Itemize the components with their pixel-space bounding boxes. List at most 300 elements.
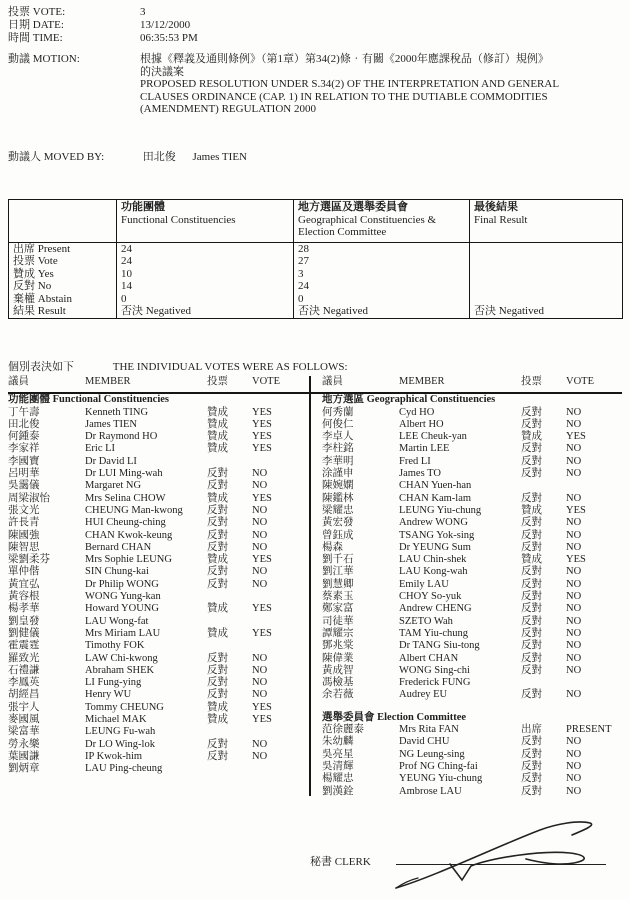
member-vote-zh: 贊成 xyxy=(521,554,542,566)
member-vote-en: YES xyxy=(566,431,586,443)
member-vote-zh: 贊成 xyxy=(207,418,228,430)
member-vote-en: NO xyxy=(566,689,582,701)
clerk-label: 秘書 CLERK xyxy=(310,856,371,868)
moved-by-section xyxy=(8,148,247,164)
member-name-en: CHAN Yuen-han xyxy=(399,480,472,492)
member-name-zh: 胡經昌 xyxy=(8,689,40,701)
member-vote-zh: 反對 xyxy=(207,504,228,516)
member-vote-zh: 反對 xyxy=(521,627,542,639)
date-row xyxy=(8,19,198,32)
member-vote-zh: 反對 xyxy=(207,517,228,529)
member-name-en: Mrs Selina CHOW xyxy=(85,492,166,504)
member-name-zh: 何鍾泰 xyxy=(8,431,40,443)
member-name-en: CHEUNG Man-kwong xyxy=(85,504,183,516)
member-name-zh: 葉國謙 xyxy=(8,750,40,762)
summary-header-functional: 功能團體 Functional Constituencies xyxy=(117,200,294,243)
member-vote-en: YES xyxy=(252,701,272,713)
member-name-zh: 許長青 xyxy=(8,517,40,529)
member-vote-zh xyxy=(521,677,566,689)
member-name-zh: 劉千石 xyxy=(322,554,354,566)
member-row xyxy=(322,677,624,689)
member-name-zh: 黃宏發 xyxy=(322,517,354,529)
member-name-zh: 劉漢銓 xyxy=(322,785,354,797)
member-name-en: Audrey EU xyxy=(399,689,448,701)
member-row xyxy=(322,591,624,603)
member-row xyxy=(8,517,304,529)
member-row xyxy=(322,517,624,529)
member-name-zh: 楊孝華 xyxy=(8,603,40,615)
summary-row-abstain: 棄權 Abstain 0 0 xyxy=(9,293,623,306)
motion-label: 動議 MOTION: xyxy=(8,53,80,65)
time-row xyxy=(8,32,198,45)
member-row xyxy=(322,505,624,517)
member-name-en: TSANG Yok-sing xyxy=(399,529,475,541)
member-name-zh: 何秀蘭 xyxy=(322,406,354,418)
member-vote-zh: 贊成 xyxy=(207,627,228,639)
member-name-zh: 黃成智 xyxy=(322,664,354,676)
member-vote-en: NO xyxy=(566,748,582,760)
member-vote-zh: 反對 xyxy=(207,566,228,578)
member-row xyxy=(322,603,624,615)
member-row xyxy=(322,773,624,785)
member-name-zh: 麥國風 xyxy=(8,714,40,726)
member-row xyxy=(8,493,304,505)
election-section-title: 選舉委員會 Election Committee xyxy=(322,711,467,723)
member-vote-en: NO xyxy=(566,455,582,467)
member-name-zh: 勞永樂 xyxy=(8,738,40,750)
member-row xyxy=(8,739,304,751)
member-name-zh: 黃宜弘 xyxy=(8,578,40,590)
member-vote-en xyxy=(252,726,304,738)
time-value: 06:35:53 PM xyxy=(140,32,198,44)
member-name-zh: 張文光 xyxy=(8,504,40,516)
member-name-en: LEUNG Fu-wah xyxy=(85,726,156,738)
member-vote-en: NO xyxy=(566,443,582,455)
member-vote-zh: 反對 xyxy=(207,750,228,762)
member-row xyxy=(322,736,624,748)
clerk-signature xyxy=(388,812,618,894)
member-row xyxy=(322,786,624,798)
member-name-zh: 霍震霆 xyxy=(8,640,40,652)
member-name-en: LAW Chi-kwong xyxy=(85,652,158,664)
member-vote-zh: 反對 xyxy=(521,406,542,418)
member-name-en: Mrs Miriam LAU xyxy=(85,627,161,639)
member-name-en: LEUNG Yiu-chung xyxy=(399,504,482,516)
member-name-zh: 周梁淑怡 xyxy=(8,492,50,504)
member-vote-zh: 贊成 xyxy=(207,554,228,566)
member-name-en: Dr YEUNG Sum xyxy=(399,541,471,553)
member-name-en: LAU Ping-cheung xyxy=(85,763,163,775)
member-vote-zh: 反對 xyxy=(207,677,228,689)
member-vote-en: NO xyxy=(252,689,268,701)
member-vote-en: NO xyxy=(566,773,582,785)
member-vote-en: NO xyxy=(566,603,582,615)
member-row xyxy=(8,530,304,542)
member-name-zh: 陳偉業 xyxy=(322,652,354,664)
member-vote-en: NO xyxy=(566,541,582,553)
member-name-en: Fred LI xyxy=(399,455,431,467)
summary-row-result: 結果 Result 否決 Negatived 否決 Negatived 否決 Negatived xyxy=(9,305,623,318)
date-label: 日期 DATE: xyxy=(8,19,64,31)
member-row xyxy=(8,763,304,775)
member-name-zh: 朱幼麟 xyxy=(322,736,354,748)
member-name-en: TAM Yiu-chung xyxy=(399,627,469,639)
member-vote-en: NO xyxy=(252,664,268,676)
member-row xyxy=(8,640,304,652)
member-name-en: Abraham SHEK xyxy=(85,664,155,676)
member-row xyxy=(322,665,624,677)
member-row xyxy=(322,542,624,554)
motion-text-en-line2: CLAUSES ORDINANCE (CAP. 1) IN RELATION TO THE DUTIABLE COMMODITIES xyxy=(140,90,548,103)
member-row xyxy=(8,628,304,640)
member-vote-zh xyxy=(207,616,252,628)
member-name-zh: 丁午壽 xyxy=(8,406,40,418)
member-name-en: LI Fung-ying xyxy=(85,677,142,689)
member-vote-zh: 反對 xyxy=(521,418,542,430)
member-vote-zh: 反對 xyxy=(207,652,228,664)
member-name-zh: 司徒華 xyxy=(322,615,354,627)
member-name-en: Henry WU xyxy=(85,689,132,701)
summary-row-vote: 投票 Vote 24 27 xyxy=(9,255,623,268)
member-vote-en: YES xyxy=(252,714,272,726)
member-name-en: Dr LUI Ming-wah xyxy=(85,468,163,480)
member-name-zh: 曾鈺成 xyxy=(322,529,354,541)
member-row xyxy=(8,480,304,492)
mover-name-en: James TIEN xyxy=(192,151,247,163)
member-vote-en: NO xyxy=(566,517,582,529)
member-name-en: Dr LO Wing-lok xyxy=(85,738,155,750)
member-vote-en: NO xyxy=(566,760,582,772)
member-vote-zh: 贊成 xyxy=(207,443,228,455)
member-name-en: Bernard CHAN xyxy=(85,541,152,553)
member-vote-zh: 反對 xyxy=(521,566,542,578)
member-vote-zh: 反對 xyxy=(521,615,542,627)
member-row xyxy=(322,579,624,591)
member-vote-zh: 反對 xyxy=(207,529,228,541)
member-row xyxy=(322,749,624,761)
member-name-zh: 何俊仁 xyxy=(322,418,354,430)
member-vote-en: NO xyxy=(252,517,268,529)
member-name-zh: 譚耀宗 xyxy=(322,627,354,639)
member-row xyxy=(8,407,304,419)
member-name-en: Margaret NG xyxy=(85,480,142,492)
member-vote-en: NO xyxy=(566,736,582,748)
member-vote-zh xyxy=(207,591,252,603)
member-name-en: Mrs Sophie LEUNG xyxy=(85,554,172,566)
member-name-en: Andrew CHENG xyxy=(399,603,472,615)
member-vote-en: NO xyxy=(252,738,268,750)
member-vote-zh: 反對 xyxy=(521,591,542,603)
member-row xyxy=(8,702,304,714)
member-name-en: Prof NG Ching-fai xyxy=(399,760,478,772)
member-vote-en: YES xyxy=(252,554,272,566)
motion-text xyxy=(140,53,624,116)
member-vote-en xyxy=(252,616,304,628)
member-vote-zh: 反對 xyxy=(521,652,542,664)
member-name-zh: 余若薇 xyxy=(322,689,354,701)
functional-column xyxy=(8,376,304,776)
member-name-en: Eric LI xyxy=(85,443,116,455)
member-vote-en: NO xyxy=(566,468,582,480)
member-name-en: Kenneth TING xyxy=(85,406,149,418)
moved-by-label: 動議人 MOVED BY: xyxy=(8,151,105,163)
member-vote-zh: 贊成 xyxy=(207,714,228,726)
member-row xyxy=(322,616,624,628)
member-row xyxy=(322,480,624,492)
member-row xyxy=(8,431,304,443)
member-vote-en: NO xyxy=(566,591,582,603)
vote-summary-table xyxy=(8,199,623,319)
vote-number-value: 3 xyxy=(140,6,146,18)
member-vote-zh xyxy=(207,763,252,775)
member-name-en: SZETO Wah xyxy=(399,615,453,627)
member-vote-zh: 反對 xyxy=(521,664,542,676)
member-row xyxy=(8,505,304,517)
member-vote-zh: 贊成 xyxy=(207,701,228,713)
member-name-en: Frederick FUNG xyxy=(399,677,471,689)
member-name-en: Dr Raymond HO xyxy=(85,431,158,443)
member-vote-zh: 反對 xyxy=(207,578,228,590)
member-name-zh: 李家祥 xyxy=(8,443,40,455)
member-vote-en: NO xyxy=(252,566,268,578)
member-vote-en: YES xyxy=(252,492,272,504)
member-vote-en: NO xyxy=(252,480,268,492)
member-vote-zh xyxy=(207,640,252,652)
member-row xyxy=(8,419,304,431)
member-name-zh: 李鳳英 xyxy=(8,677,40,689)
member-vote-zh: 贊成 xyxy=(207,431,228,443)
member-vote-zh: 反對 xyxy=(521,773,542,785)
member-vote-zh: 贊成 xyxy=(207,603,228,615)
member-name-en: Mrs Rita FAN xyxy=(399,724,459,736)
member-name-zh: 劉健儀 xyxy=(8,627,40,639)
member-name-zh: 黃容根 xyxy=(8,591,40,603)
member-vote-zh: 反對 xyxy=(521,492,542,504)
member-vote-en: NO xyxy=(566,492,582,504)
member-vote-en: PRESENT xyxy=(566,724,612,736)
right-column-headers: 議員 MEMBER 投票 VOTE xyxy=(322,376,594,387)
member-vote-en: NO xyxy=(252,677,268,689)
member-name-en: Dr David LI xyxy=(85,455,137,467)
member-vote-en: NO xyxy=(566,406,582,418)
member-name-en: Dr Philip WONG xyxy=(85,578,159,590)
member-name-zh: 單仲偕 xyxy=(8,566,40,578)
member-name-zh: 范徐麗泰 xyxy=(322,724,364,736)
member-row xyxy=(322,566,624,578)
member-vote-en: NO xyxy=(252,750,268,762)
member-row xyxy=(8,566,304,578)
election-rows xyxy=(322,724,624,798)
member-name-zh: 梁劉柔芬 xyxy=(8,554,50,566)
member-vote-zh: 贊成 xyxy=(521,504,542,516)
member-name-en: WONG Sing-chi xyxy=(399,664,470,676)
member-name-zh: 鄭家富 xyxy=(322,603,354,615)
member-name-en: Tommy CHEUNG xyxy=(85,701,164,713)
member-name-zh: 李國寶 xyxy=(8,455,40,467)
summary-row-yes: 贊成 Yes 10 3 xyxy=(9,268,623,281)
member-row xyxy=(322,456,624,468)
member-vote-en: YES xyxy=(252,443,272,455)
member-vote-zh: 反對 xyxy=(521,443,542,455)
member-vote-zh: 反對 xyxy=(521,529,542,541)
member-vote-zh: 反對 xyxy=(521,517,542,529)
member-vote-zh: 反對 xyxy=(521,736,542,748)
member-vote-zh: 反對 xyxy=(207,664,228,676)
member-row xyxy=(322,724,624,736)
member-vote-zh: 反對 xyxy=(207,468,228,480)
member-name-en: LEE Cheuk-yan xyxy=(399,431,467,443)
member-row xyxy=(8,751,304,763)
summary-header-geographical: 地方選區及選舉委員會 Geographical Constituencies & Election Committee xyxy=(294,200,470,243)
motion-text-zh-line2: 的決議案 xyxy=(140,65,184,78)
member-vote-zh: 反對 xyxy=(521,760,542,772)
member-row xyxy=(8,591,304,603)
member-vote-zh: 反對 xyxy=(521,785,542,797)
member-name-zh: 陳智思 xyxy=(8,541,40,553)
member-name-zh: 劉皇發 xyxy=(8,615,40,627)
member-vote-en: NO xyxy=(566,529,582,541)
member-vote-zh: 反對 xyxy=(207,480,228,492)
member-row xyxy=(322,640,624,652)
member-row xyxy=(322,431,624,443)
individual-votes-title xyxy=(8,358,348,374)
member-name-zh: 吳亮星 xyxy=(322,748,354,760)
member-row xyxy=(8,653,304,665)
member-row xyxy=(8,689,304,701)
member-name-zh: 呂明華 xyxy=(8,468,40,480)
member-name-zh: 劉慧卿 xyxy=(322,578,354,590)
member-name-en: LAU Kong-wah xyxy=(399,566,468,578)
member-row xyxy=(8,468,304,480)
member-vote-en xyxy=(252,640,304,652)
member-row xyxy=(322,468,624,480)
member-vote-en: NO xyxy=(252,578,268,590)
member-row xyxy=(322,443,624,455)
member-vote-zh: 反對 xyxy=(521,455,542,467)
member-name-zh: 馮檢基 xyxy=(322,677,354,689)
member-vote-en: YES xyxy=(252,431,272,443)
member-row xyxy=(322,628,624,640)
motion-text-zh-line1: 根據《釋義及通則條例》（第1章）第34(2)條‧有關《2000年應課稅品（修訂）規例》 xyxy=(140,53,549,65)
member-row xyxy=(8,554,304,566)
member-vote-zh: 反對 xyxy=(521,578,542,590)
member-name-zh: 劉炳章 xyxy=(8,763,40,775)
member-name-zh: 李柱銘 xyxy=(322,443,354,455)
member-vote-en xyxy=(252,591,304,603)
member-name-en: CHOY So-yuk xyxy=(399,591,462,603)
member-vote-en xyxy=(252,456,304,468)
member-vote-zh: 出席 xyxy=(521,724,542,736)
member-row xyxy=(322,493,624,505)
member-name-en: Timothy FOK xyxy=(85,640,145,652)
member-name-en: Howard YOUNG xyxy=(85,603,159,615)
member-vote-zh: 反對 xyxy=(207,541,228,553)
motion-text-en-line3: (AMENDMENT) REGULATION 2000 xyxy=(140,103,316,115)
member-name-zh: 楊耀忠 xyxy=(322,773,354,785)
member-name-zh: 吳清輝 xyxy=(322,760,354,772)
member-name-en: Andrew WONG xyxy=(399,517,468,529)
member-vote-en: NO xyxy=(566,566,582,578)
member-name-en: Cyd HO xyxy=(399,406,435,418)
member-name-zh: 吳靄儀 xyxy=(8,480,40,492)
member-vote-en: YES xyxy=(252,406,272,418)
member-name-en: SIN Chung-kai xyxy=(85,566,149,578)
member-vote-zh: 反對 xyxy=(521,603,542,615)
member-name-en: NG Leung-sing xyxy=(399,748,465,760)
member-name-en: Ambrose LAU xyxy=(399,785,462,797)
member-name-zh: 鄧兆棠 xyxy=(322,640,354,652)
individual-votes-title-zh: 個別表決如下 xyxy=(8,361,74,373)
member-vote-en xyxy=(252,763,304,775)
member-vote-zh: 反對 xyxy=(521,640,542,652)
motion-text-en-line1: PROPOSED RESOLUTION UNDER S.34(2) OF THE INTERPRETATION AND GENERAL xyxy=(140,78,560,90)
member-row xyxy=(322,761,624,773)
member-vote-en: NO xyxy=(566,640,582,652)
member-name-en: LAU Chin-shek xyxy=(399,554,467,566)
member-vote-en xyxy=(566,677,624,689)
member-row xyxy=(322,653,624,665)
member-vote-en: YES xyxy=(566,504,586,516)
member-vote-en: NO xyxy=(566,652,582,664)
functional-rows xyxy=(8,407,304,776)
member-row xyxy=(8,443,304,455)
member-vote-zh: 反對 xyxy=(207,689,228,701)
column-divider xyxy=(309,376,311,796)
member-name-zh: 李卓人 xyxy=(322,431,354,443)
member-vote-zh xyxy=(207,726,252,738)
geographical-section-title: 地方選區 Geographical Constituencies xyxy=(322,394,496,406)
summary-header-row xyxy=(9,200,623,243)
member-row xyxy=(8,456,304,468)
member-name-en: Albert CHAN xyxy=(399,652,459,664)
member-row xyxy=(8,726,304,738)
member-vote-zh: 贊成 xyxy=(521,431,542,443)
member-name-en: David CHU xyxy=(399,736,450,748)
member-vote-en: NO xyxy=(252,504,268,516)
member-row xyxy=(322,554,624,566)
member-name-zh: 陳婉嫻 xyxy=(322,480,354,492)
geographical-rows xyxy=(322,407,624,702)
member-name-zh: 陳國強 xyxy=(8,529,40,541)
member-vote-en: YES xyxy=(252,627,272,639)
member-name-zh: 羅致光 xyxy=(8,652,40,664)
summary-row-no: 反對 No 14 24 xyxy=(9,280,623,293)
member-name-zh: 石禮謙 xyxy=(8,664,40,676)
member-name-en: HUI Cheung-ching xyxy=(85,517,166,529)
member-vote-zh xyxy=(521,480,566,492)
member-name-zh: 張宇人 xyxy=(8,701,40,713)
member-name-en: IP Kwok-him xyxy=(85,750,143,762)
member-vote-zh: 贊成 xyxy=(207,406,228,418)
summary-header-final: 最後結果 Final Result xyxy=(470,200,623,243)
member-name-zh: 李華明 xyxy=(322,455,354,467)
member-vote-en: YES xyxy=(566,554,586,566)
member-vote-zh: 反對 xyxy=(521,541,542,553)
time-label: 時間 TIME: xyxy=(8,32,63,44)
member-name-en: Dr TANG Siu-tong xyxy=(399,640,480,652)
member-vote-en: NO xyxy=(566,664,582,676)
member-vote-en: NO xyxy=(566,418,582,430)
member-row xyxy=(8,603,304,615)
member-vote-zh: 反對 xyxy=(521,468,542,480)
member-vote-zh: 反對 xyxy=(521,689,542,701)
member-vote-en: NO xyxy=(566,785,582,797)
member-vote-en: NO xyxy=(566,578,582,590)
member-vote-en: NO xyxy=(566,627,582,639)
member-name-zh: 梁耀忠 xyxy=(322,504,354,516)
vote-number-row xyxy=(8,6,198,19)
date-value: 13/12/2000 xyxy=(140,19,191,31)
